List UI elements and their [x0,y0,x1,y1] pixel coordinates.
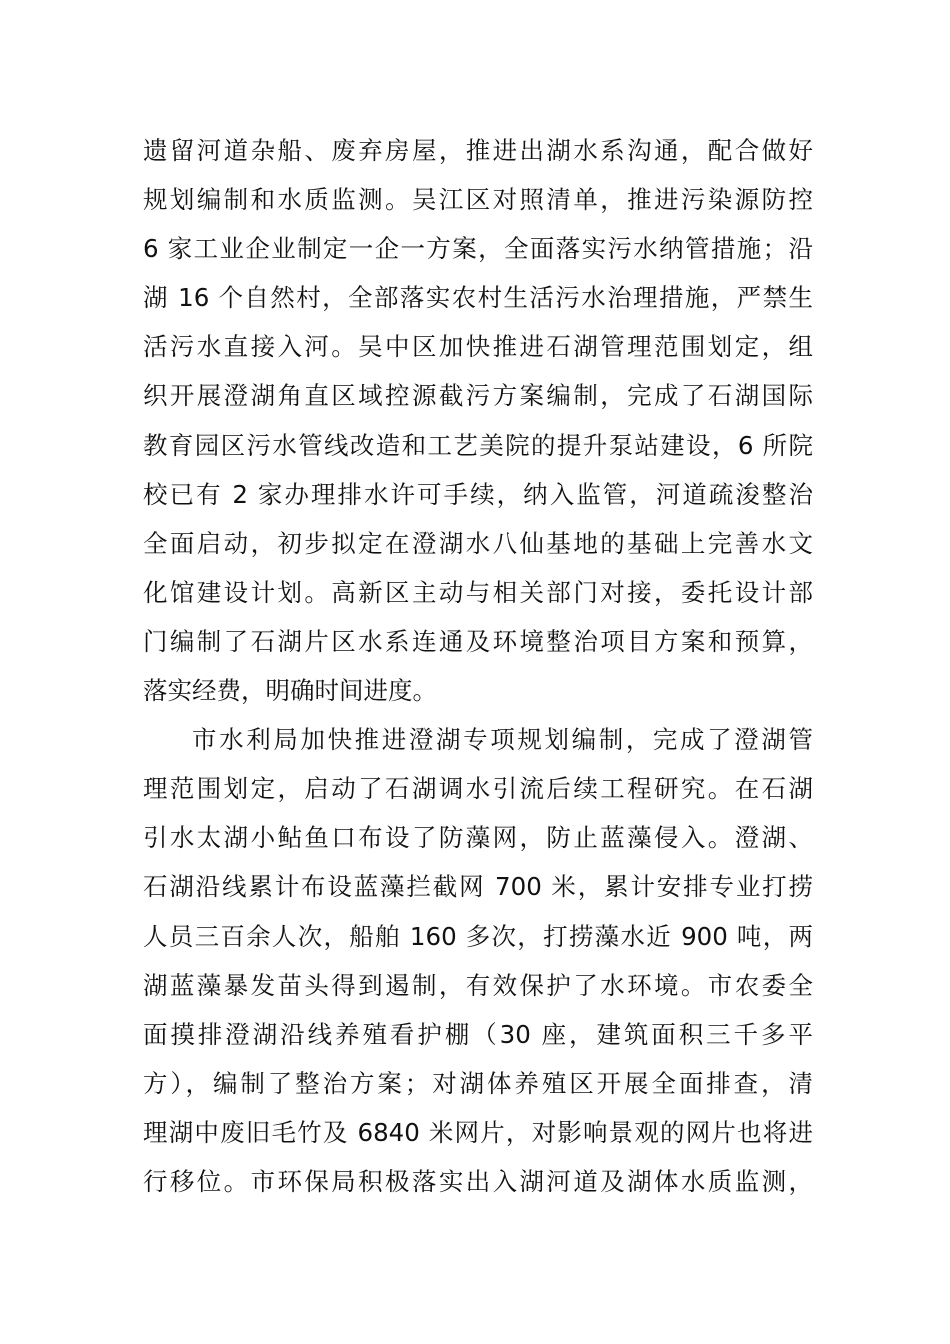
text-line: 规划编制和水质监测。吴江区对照清单，推进污染源防控 [143,185,813,215]
text-line: 遗留河道杂船、废弃房屋，推进出湖水系沟通，配合做好 [143,136,813,165]
text-line: 理范围划定，启动了石湖调水引流后续工程研究。在石湖 [143,774,813,804]
text-line: 行移位。市环保局积极落实出入湖河道及湖体水质监测， [143,1166,813,1196]
text-line: 活污水直接入河。吴中区加快推进石湖管理范围划定，组 [143,332,813,362]
text-line: 教育园区污水管线改造和工艺美院的提升泵站建设，6 所院 [143,430,813,460]
text-line: 6 家工业企业制定一企一方案，全面落实污水纳管措施；沿 [143,234,813,264]
text-line: 湖蓝藻暴发苗头得到遏制，有效保护了水环境。市农委全 [143,970,813,1000]
text-line: 湖 16 个自然村，全部落实农村生活污水治理措施，严禁生 [143,283,813,313]
text-line: 石湖沿线累计布设蓝藻拦截网 700 米，累计安排专业打捞 [143,872,813,902]
body-text [143,126,813,1206]
text-line: 面摸排澄湖沿线养殖看护棚（30 座，建筑面积三千多平 [143,1019,813,1049]
text-line: 引水太湖小鲇鱼口布设了防藻网，防止蓝藻侵入。澄湖、 [143,823,813,853]
text-line: 市水利局加快推进澄湖专项规划编制，完成了澄湖管 [192,725,813,755]
text-line: 门编制了石湖片区水系连通及环境整治项目方案和预算， [143,626,813,656]
paragraph-2 [143,715,813,1206]
text-line: 化馆建设计划。高新区主动与相关部门对接，委托设计部 [143,577,813,607]
text-line: 人员三百余人次，船舶 160 多次，打捞藻水近 900 吨，两 [143,921,813,951]
text-line: 织开展澄湖角直区域控源截污方案编制，完成了石湖国际 [143,381,813,411]
text-line: 全面启动，初步拟定在澄湖水八仙基地的基础上完善水文 [143,528,813,558]
text-line: 方），编制了整治方案；对湖体养殖区开展全面排查，清 [143,1068,813,1098]
text-line: 校已有 2 家办理排水许可手续，纳入监管，河道疏浚整治 [143,479,813,509]
text-line: 理湖中废旧毛竹及 6840 米网片，对影响景观的网片也将进 [143,1117,813,1147]
text-line: 落实经费，明确时间进度。 [143,676,437,706]
paragraph-1 [143,126,813,715]
